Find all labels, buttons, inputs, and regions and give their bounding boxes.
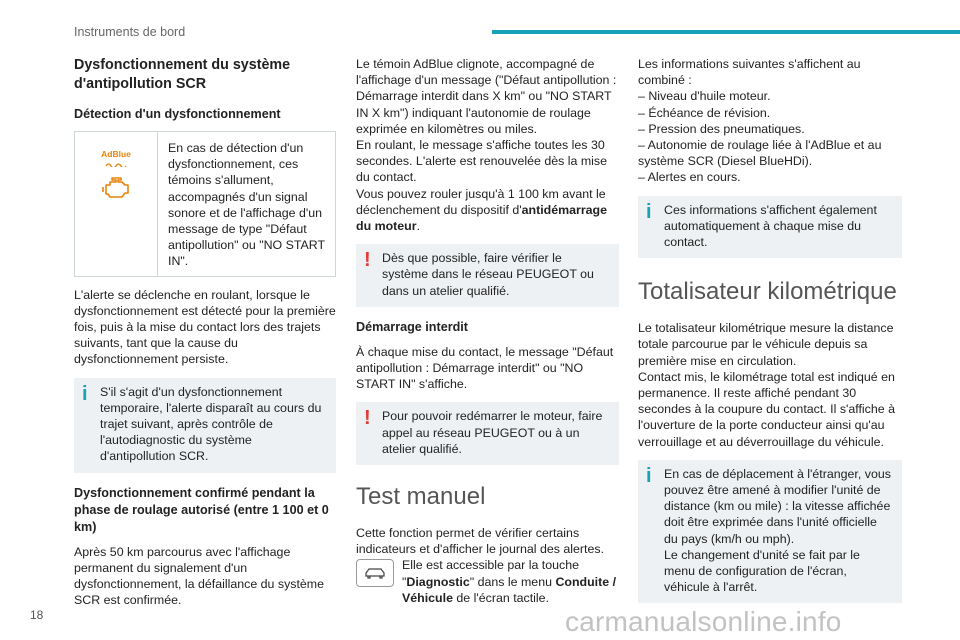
- section-heading-test-manuel: Test manuel: [356, 483, 486, 511]
- section-heading-odometer: Totalisateur kilométrique: [638, 278, 897, 306]
- alert-note-check: [356, 244, 619, 307]
- watermark: carmanualsonline.info: [565, 606, 842, 637]
- paragraph-adblue-blinks: Le témoin AdBlue clignote, accompagné de l'affichage d'un message ("Défaut antipollution : Démarrage interdit dans X km" ou "NO START IN X km") indiquant l'autonomie de roulage exprimée en kilomètres ou miles.: [356, 57, 617, 136]
- info-icon: i: [82, 382, 88, 405]
- range-text-end: .: [416, 219, 421, 234]
- paragraph-confirmed: Après 50 km parcourus avec l'affichage permanent du signalement d'un dysfonctionnement, la défaillance du système SCR est confirmée.: [74, 544, 325, 608]
- list-item: – Autonomie de roulage liée à l'AdBlue et au système SCR (Diesel BlueHDi).: [638, 138, 882, 169]
- info-note-text: Ces informations s'affichent également automatiquement à chaque mise du contact.: [664, 202, 877, 250]
- alert-note-text: Pour pouvoir redémarrer le moteur, faire appel au réseau PEUGEOT ou à un atelier qualifié.: [382, 409, 603, 456]
- subheading-start-prohibited: Démarrage interdit: [356, 319, 468, 334]
- paragraph-range: [356, 186, 619, 235]
- info-note-temporary: [74, 378, 336, 473]
- info-note-text: En cas de déplacement à l'étranger, vous pouvez être amené à modifier l'unité de distance (km ou mile) : la vitesse affichée doit être exprimée dans l'unité officielle du pays (km/h ou mph).: [664, 466, 891, 546]
- touch-key-row: [356, 557, 619, 606]
- section-heading-scr: Dysfonctionnement du système d'antipollution SCR: [74, 57, 291, 92]
- column-1: [74, 56, 336, 618]
- paragraph-odometer-display: Contact mis, le kilométrage total est indiqué en permanence. Il reste affiché pendant 30 secondes à la coupure du contact. Il s'affiche à l'ouverture de la porte conducteur ainsi qu'au verrouillage et au déverrouillage du véhicule.: [638, 369, 895, 449]
- paragraph-odometer-def: Le totalisateur kilométrique mesure la distance totale parcourue par le véhicule depuis sa première mise en circulation.: [638, 321, 894, 368]
- list-item: – Alertes en cours.: [638, 170, 741, 185]
- range-bold-text: antidémarrage du moteur: [356, 202, 608, 234]
- diag-text-end: de l'écran tactile.: [452, 590, 550, 605]
- subheading-confirmed: Dysfonctionnement confirmé pendant la phase de roulage autorisé (entre 1 100 et 0 km): [74, 485, 329, 534]
- range-text: Vous pouvez rouler jusqu'à 1 100 km avant le déclenchement du dispositif d': [356, 186, 606, 217]
- car-diagnostic-icon: [356, 559, 394, 587]
- alert-note-text: Dès que possible, faire vérifier le système dans le réseau PEUGEOT ou dans un atelier qualifié.: [382, 251, 594, 298]
- paragraph-info-list-intro: Les informations suivantes s'affichent au combiné :: [638, 57, 861, 88]
- info-note-text: Le changement d'unité se fait par le menu de configuration de l'écran, véhicule à l'arrêt.: [664, 547, 860, 595]
- list-item: – Niveau d'huile moteur.: [638, 89, 771, 104]
- adblue-warning-icon: [101, 146, 131, 167]
- alert-icon: !: [364, 407, 371, 430]
- list-item: – Échéance de révision.: [638, 105, 771, 120]
- adblue-icon-label: AdBlue: [101, 149, 131, 159]
- warning-lights-table: [74, 131, 336, 277]
- page-number: 18: [30, 608, 44, 622]
- info-icon: i: [646, 464, 652, 487]
- engine-warning-icon: [101, 177, 131, 205]
- column-2: [356, 56, 619, 606]
- diag-bold-key: Diagnostic: [406, 574, 470, 589]
- header-title: Instruments de bord: [74, 25, 186, 39]
- alert-icon: !: [364, 249, 371, 272]
- diag-text: Elle est accessible par la touche ": [402, 558, 580, 589]
- paragraph-start-prohibited: À chaque mise du contact, le message "Défaut antipollution : Démarrage interdit" ou "NO START IN" s'affiche.: [356, 344, 614, 392]
- paragraph-test-function: Cette fonction permet de vérifier certains indicateurs et d'afficher le journal des alertes.: [356, 526, 605, 557]
- info-note-text: S'il s'agit d'un dysfonctionnement temporaire, l'alerte disparaît au cours du trajet suivant, après contrôle de l'autodiagnostic du système d'antipollution SCR.: [100, 384, 322, 464]
- warning-description: En cas de détection d'un dysfonctionnement, ces témoins s'allument, accompagnés d'un signal sonore et de l'affichage d'un message de type "Défaut antipollution" ou "NO START IN".: [168, 141, 325, 269]
- subheading-detection: Détection d'un dysfonctionnement: [74, 107, 281, 121]
- list-item: – Pression des pneumatiques.: [638, 121, 805, 136]
- info-note-units-text: [664, 466, 892, 596]
- paragraph-alert-trigger: L'alerte se déclenche en roulant, lorsque le dysfonctionnement est détecté pour la première fois, puis à la mise du contact lors des trajets suivants, tant que la cause du dysfonctionnement persiste.: [74, 287, 336, 367]
- info-list: [638, 88, 902, 185]
- info-note-auto: [638, 196, 902, 259]
- paragraph-diagnostic-access: [402, 557, 619, 606]
- warning-icons-cell: [75, 132, 158, 276]
- alert-note-restart: [356, 402, 619, 465]
- diag-bold-menu: Conduite / Véhicule: [402, 574, 617, 605]
- diag-text-mid: " dans le menu: [469, 574, 556, 589]
- info-icon: i: [646, 200, 652, 223]
- info-note-units: [638, 460, 902, 604]
- column-3: [638, 56, 902, 615]
- header-accent-bar: [492, 30, 960, 34]
- paragraph-message-repeat: En roulant, le message s'affiche toutes les 30 secondes. L'alerte est renouvelée dès la mise du contact.: [356, 138, 608, 185]
